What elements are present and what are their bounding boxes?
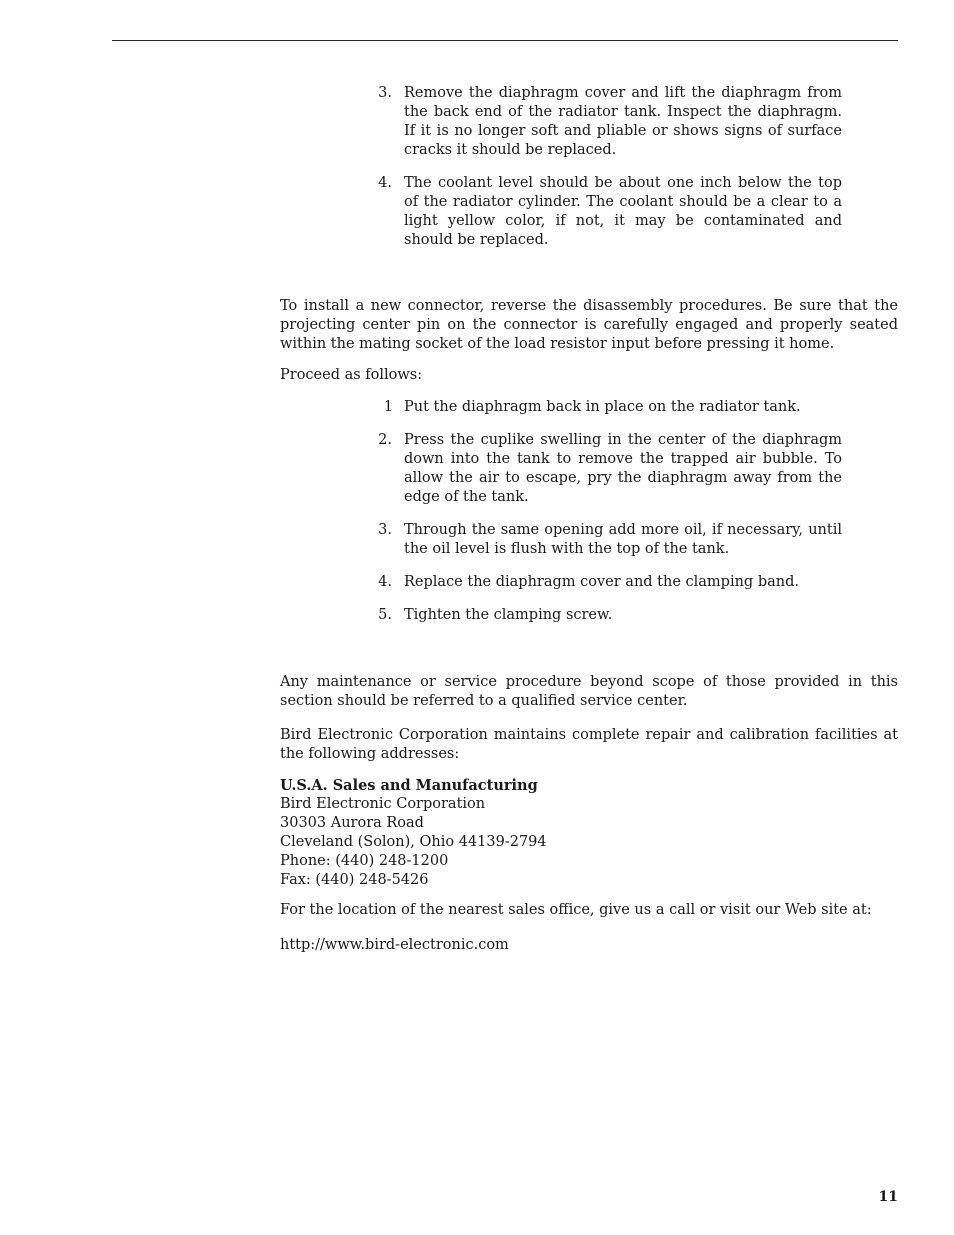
paragraph-install-connector: To install a new connector, reverse the disassembly procedures. Be sure that the projecting center pin on the connector is carefully engaged and properly seated within the mating socket of the load resistor input before pressing it home.: [280, 298, 898, 352]
list-item-number: 1: [383, 399, 393, 415]
list-item-number: 5.: [378, 607, 392, 623]
list-item-text: The coolant level should be about one inch below the top of the radiator cylinder. The coolant should be a clear to a light yellow color, if not, it may be contaminated and should be replaced.: [404, 175, 842, 248]
paragraph-repair-facilities: Bird Electronic Corporation maintains complete repair and calibration facilities at the following addresses:: [280, 727, 898, 762]
address-line: Cleveland (Solon), Ohio 44139-2794: [280, 834, 547, 850]
list-inspection: [372, 84, 842, 264]
list-item: [372, 606, 842, 625]
list-item-number: 3.: [378, 522, 392, 538]
address-line: 30303 Aurora Road: [280, 815, 424, 831]
list-item-number: 4.: [378, 175, 392, 191]
list-item-text: Tighten the clamping screw.: [404, 607, 613, 623]
page-number: 11: [878, 1189, 898, 1205]
paragraph-maintenance: Any maintenance or service procedure beyond scope of those provided in this section should be referred to a qualified service center.: [280, 674, 898, 709]
address-block: [280, 776, 680, 890]
list-item: [372, 521, 842, 559]
list-item-number: 3.: [378, 85, 392, 101]
list-item-text: Through the same opening add more oil, if necessary, until the oil level is flush with the top of the tank.: [404, 522, 842, 557]
list-item: [372, 84, 842, 160]
list-item: [372, 431, 842, 507]
list-item-number: 2.: [378, 432, 392, 448]
list-item-number: 4.: [378, 574, 392, 590]
list-item: [372, 174, 842, 250]
address-line: Phone: (440) 248-1200: [280, 853, 449, 869]
list-item-text: Replace the diaphragm cover and the clamping band.: [404, 574, 799, 590]
list-item-text: Put the diaphragm back in place on the radiator tank.: [404, 399, 801, 415]
top-rule: [112, 40, 898, 41]
address-line: Bird Electronic Corporation: [280, 796, 486, 812]
address-heading: U.S.A. Sales and Manufacturing: [280, 777, 538, 794]
list-item-text: Press the cuplike swelling in the center of the diaphragm down into the tank to remove the trapped air bubble. To allow the air to escape, pry the diaphragm away from the edge of the tank.: [404, 432, 842, 505]
list-item: [372, 573, 842, 592]
list-item-text: Remove the diaphragm cover and lift the diaphragm from the back end of the radiator tank. Inspect the diaphragm. If it is no longer soft and pliable or shows signs of surface cracks it should be replaced.: [404, 85, 842, 158]
paragraph-proceed: Proceed as follows:: [280, 367, 423, 383]
paragraph-location: For the location of the nearest sales office, give us a call or visit our Web site at:: [280, 902, 872, 918]
website-link[interactable]: http://www.bird-electronic.com: [280, 937, 509, 953]
list-item: [372, 398, 842, 417]
address-line: Fax: (440) 248-5426: [280, 872, 429, 888]
list-reassembly: [372, 398, 842, 639]
